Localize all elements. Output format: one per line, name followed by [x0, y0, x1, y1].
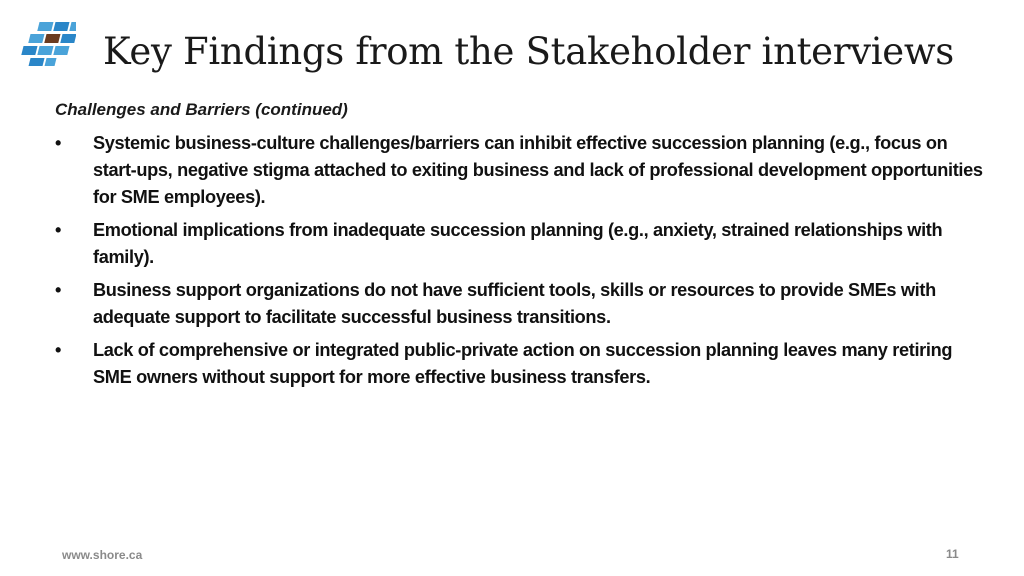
bullet-marker: •: [55, 133, 62, 153]
footer-url: www.shore.ca: [62, 548, 143, 562]
bullet-item-2: [55, 217, 985, 271]
bullet-marker: •: [55, 280, 62, 300]
slide-title: Key Findings from the Stakeholder interviews: [103, 30, 954, 73]
bullet-text: Lack of comprehensive or integrated public-private action on succession planning leaves many retiring SME owners without support for more effective business transfers.: [93, 340, 953, 387]
bullet-text: Systemic business-culture challenges/barriers can inhibit effective succession planning (e.g., focus on start-ups, negative stigma attached to exiting business and lack of professional development opportunities for SME employees).: [93, 133, 983, 207]
bullet-list: [55, 130, 985, 397]
page-number: 11: [946, 547, 959, 561]
bullet-text: Emotional implications from inadequate succession planning (e.g., anxiety, strained relationships with family).: [93, 220, 943, 267]
bullet-text: Business support organizations do not have sufficient tools, skills or resources to provide SMEs with adequate support to facilitate successful business transitions.: [93, 280, 936, 327]
bullet-item-4: [55, 337, 985, 391]
slide-subtitle: Challenges and Barriers (continued): [55, 100, 348, 119]
bullet-item-1: [55, 130, 985, 211]
bullet-marker: •: [55, 220, 62, 240]
bullet-item-3: [55, 277, 985, 331]
bullet-marker: •: [55, 340, 62, 360]
tile-grid-logo-icon: [20, 20, 76, 68]
